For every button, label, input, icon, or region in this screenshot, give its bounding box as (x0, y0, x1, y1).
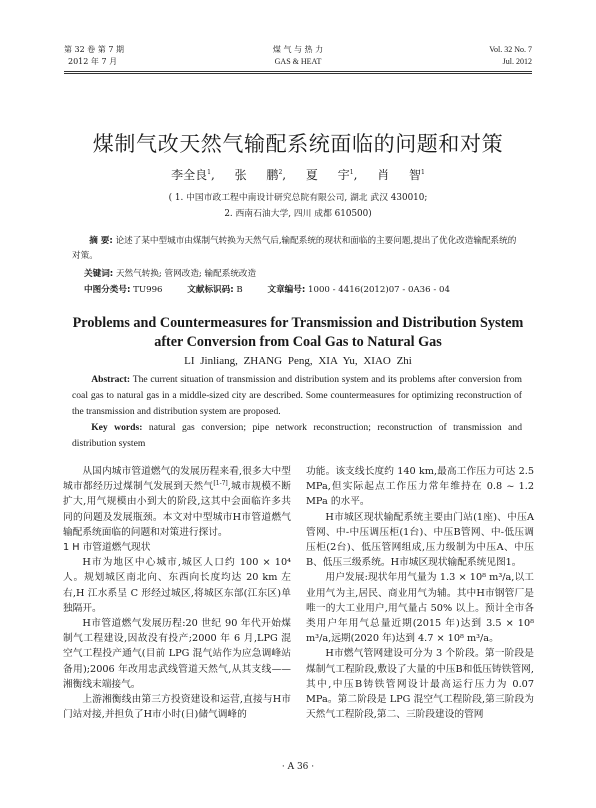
clc-value: TU996 (133, 285, 163, 295)
section-heading-1: 1 H 市管道燃气现状 (63, 542, 151, 554)
author-2-sup: 2 (278, 169, 283, 176)
body-column-left (63, 464, 291, 722)
article-number-value: 1000 - 4416(2012)07 - 0A36 - 04 (308, 285, 450, 295)
author-2: 张 鹏 (234, 168, 279, 182)
intro-text-cont: ,城市规模不断扩大,用气规模由小到大的阶段,这其中会面临许多共同的问题及发展瓶颈。本文对中型城市H市管道燃气输配系统面临的问题和对策进行探讨。 (63, 481, 291, 538)
paper-title-en-line1: Problems and Countermeasures for Transmission and Distribution System (72, 315, 524, 331)
article-number-label: 文章编号: (267, 285, 306, 295)
keywords-zh-label: 关键词: (84, 269, 114, 279)
author-4-sup: 1 (421, 169, 425, 176)
keywords-en-text: natural gas conversion; pipe network reconstruction; reconstruction of transmission and distribution system (72, 422, 522, 449)
author-3: 夏 宇 (305, 168, 350, 182)
intro-text: 从国内城市管道燃气的发展历程来看,很多大中型城市都经历过煤制气发展到天然气 (63, 466, 291, 493)
abstract-en (72, 372, 522, 420)
intro-citation: [1-7] (213, 479, 228, 487)
paper-title-en-line2: after Conversion from Coal Gas to Natural Gas (154, 334, 442, 350)
abstract-en-label: Abstract: (91, 374, 131, 385)
body-paragraph: 用户发展:现状年用气量为 1.3 × 10⁸ m³/a,以工业用气为主,居民、商业用气为辅。其中H市钢管厂是唯一的大工业用户,用气量占 50% 以上。预计全市各类用户年用气总量近期(2015 年)达到 3.5 × 10⁸ m³/a,远期(2020 年)达到 4.7 × 10⁸ m³/a。 (306, 572, 534, 645)
affiliation-1: ( 1. 中国市政工程中南设计研究总院有限公司, 湖北 武汉 430010; (168, 193, 428, 203)
page-number: · A 36 · (281, 762, 315, 772)
authors-en: LI Jinliang, ZHANG Peng, XIA Yu, XIAO Zhi (184, 355, 412, 367)
body-paragraph: 上游湘衡线由第三方投资建设和运营,直接与H市门站对接,并担负了H市小时(日)储气调峰的 (63, 694, 291, 721)
body-paragraph: H市燃气管网建设可分为 3 个阶段。第一阶段是煤制气工程阶段,敷设了大量的中压B和低压铸铁管网,其中,中压B铸铁管网设计最高运行压力为 0.07 MPa。第二阶段是 LPG 混空气工程阶段,第三阶段为天然气工程阶段,第二、三阶段建设的管网 (306, 648, 534, 721)
abstract-zh-text: 论述了某中型城市由煤制气转换为天然气后,输配系统的现状和面临的主要问题,提出了优化改造输配系统的对策。 (72, 236, 517, 261)
author-1-sup: 1 (207, 169, 211, 176)
body-paragraph: H市城区现状输配系统主要由门站(1座)、中压A管网、中-中压调压柜(1台)、中压B管网、中-低压调压柜(2台)、低压管网组成,压力级制为中压A、中压B、低压三级系统。H市城区现状输配系统见图1。 (306, 511, 534, 569)
abstract-zh-label: 摘 要: (89, 236, 113, 246)
abstract-en-text: The current situation of transmission and distribution system and its problems after conversion from coal gas to natural gas in a middle-sized city are described. Some countermeasures for optimizing reconstruction of the transmission and distribution system are proposed. (72, 374, 522, 417)
header-right (489, 44, 532, 68)
author-3-sup: 1 (349, 169, 354, 176)
author-4: 肖 智 (377, 168, 422, 182)
clc-label: 中图分类号: (84, 285, 131, 295)
header-date-zh: 2012 年 7 月 (68, 57, 118, 66)
keywords-zh (84, 267, 532, 282)
doc-code-value: B (236, 285, 243, 295)
body-paragraph: 功能。该支线长度约 140 km,最高工作压力可达 2.5 MPa,但实际起点工作压力常年维持在 0.8 ~ 1.2 MPa 的水平。 (306, 466, 534, 508)
header-rule-top (64, 71, 532, 72)
body-paragraph-intro (63, 464, 291, 540)
header-journal-en: GAS & HEAT (274, 57, 322, 66)
body-column-right (306, 464, 534, 722)
header-journal-zh: 煤 气 与 热 力 (272, 45, 324, 54)
affiliation-2: 2. 西南石油大学, 四川 成都 610500) (224, 209, 372, 219)
body-paragraph: H市管道燃气发展历程:20 世纪 90 年代开始煤制气工程建设,因故没有投产;2000 年 6 月,LPG 混空气工程投产通气(目前 LPG 混气站作为应急调峰站备用);2006 年改用忠武线管道天然气,从其支线——湘衡线末端接气。 (63, 618, 291, 690)
keywords-en (72, 420, 522, 452)
body-paragraph: H市为地区中心城市,城区人口约 100 × 10⁴ 人。规划城区南北向、东西向长度均达 20 km 左右,H 江水系呈 C 形经过城区,将城区东部(江东区)单独隔开。 (63, 557, 291, 614)
author-1: 李全良 (171, 168, 208, 182)
keywords-en-label: Key words: (91, 422, 143, 433)
classification-line (84, 283, 532, 298)
doc-code-label: 文献标识码: (187, 285, 234, 295)
keywords-zh-text: 天然气转换; 管网改造; 输配系统改造 (115, 269, 257, 279)
paper-title-zh: 煤制气改天然气输配系统面临的问题和对策 (92, 132, 504, 156)
header-date-en: Jul. 2012 (502, 57, 532, 66)
authors-zh: 李全良$^1$, 张 鹏$^2$, 夏 宇$^1$, 肖 智$^1$ (171, 168, 425, 182)
abstract-zh (72, 234, 520, 264)
header-rule-bottom (64, 73, 532, 74)
header-volume-zh: 第 32 卷 第 7 期 (64, 45, 124, 54)
header-volume-en: Vol. 32 No. 7 (489, 45, 532, 54)
